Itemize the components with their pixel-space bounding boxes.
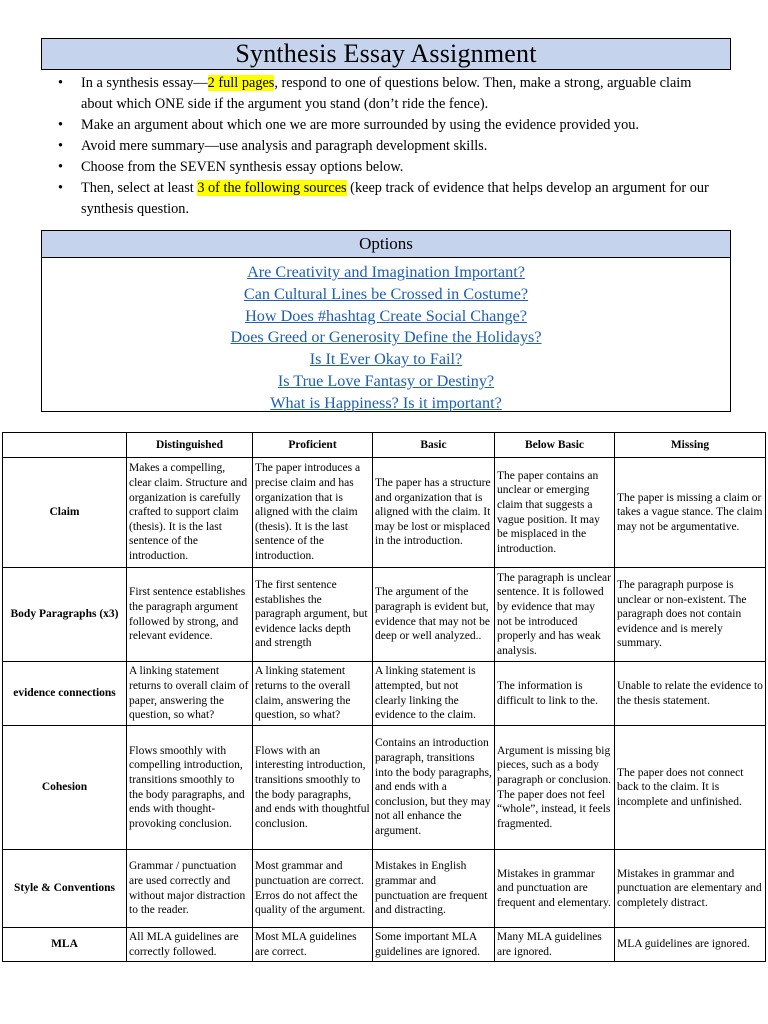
row-label: Style & Conventions (3, 850, 127, 928)
option-link[interactable]: Is It Ever Okay to Fail? (309, 350, 463, 369)
table-cell: Contains an introduction paragraph, transitions into the body paragraphs, and ends with a conclusion, but they may not all enhance the argument. (373, 726, 495, 850)
option-link[interactable]: Can Cultural Lines be Crossed in Costume? (243, 284, 529, 303)
table-cell: Most grammar and punctuation are correct. Erros do not affect the quality of the argument. (253, 850, 373, 928)
options-heading: Options (42, 231, 730, 258)
table-cell: Mistakes in grammar and punctuation are frequent and elementary. (495, 850, 615, 928)
table-row (3, 726, 766, 850)
option-item (42, 284, 730, 306)
table-cell: Flows with an interesting introduction, transitions smoothly to the body paragraphs, and ends with thoughtful conclusion. (253, 726, 373, 850)
instruction-item: • In a synthesis essay—2 full pages, respond to one of questions below. Then, make a strong, arguable claim about which ONE side if the argument you stand (don’t ride the fence). (41, 73, 731, 115)
option-link[interactable]: How Does #hashtag Create Social Change? (245, 306, 527, 325)
row-label: MLA (3, 928, 127, 962)
option-item (42, 306, 730, 328)
table-cell: The paper has a structure and organization that is aligned with the claim. It may be lost or misplaced in the introduction. (373, 458, 495, 568)
header-cell: Missing (615, 433, 766, 458)
table-cell: Many MLA guidelines are ignored. (495, 928, 615, 962)
option-item (42, 349, 730, 371)
table-cell: The paper is missing a claim or takes a vague stance. The claim may not be argumentative. (615, 458, 766, 568)
table-cell: Unable to relate the evidence to the thesis statement. (615, 662, 766, 726)
page-title: Synthesis Essay Assignment (235, 39, 537, 68)
table-cell: The paragraph purpose is unclear or non-existent. The paragraph does not contain evidence and is merely summary. (615, 568, 766, 662)
table-row (3, 928, 766, 962)
instruction-list (41, 73, 731, 220)
highlighted-text: 2 full pages (207, 75, 275, 91)
option-link[interactable]: Does Greed or Generosity Define the Holidays? (230, 328, 542, 347)
table-cell: MLA guidelines are ignored. (615, 928, 766, 962)
table-cell: A linking statement returns to the overall claim, answering the question, so what? (253, 662, 373, 726)
option-link[interactable]: What is Happiness? Is it important? (270, 393, 502, 412)
option-link[interactable]: Is True Love Fantasy or Destiny? (277, 371, 495, 390)
table-cell: Most MLA guidelines are correct. (253, 928, 373, 962)
table-cell: Mistakes in grammar and punctuation are elementary and completely distract. (615, 850, 766, 928)
row-label: Cohesion (3, 726, 127, 850)
row-label: Body Paragraphs (x3) (3, 568, 127, 662)
table-cell: The paper does not connect back to the claim. It is incomplete and unfinished. (615, 726, 766, 850)
header-cell: Basic (373, 433, 495, 458)
table-cell: A linking statement is attempted, but not clearly linking the evidence to the claim. (373, 662, 495, 726)
table-cell: All MLA guidelines are correctly followed. (127, 928, 253, 962)
row-label: evidence connections (3, 662, 127, 726)
rubric-header-row (3, 433, 766, 458)
table-row (3, 568, 766, 662)
table-cell: Mistakes in English grammar and punctuation are frequent and distracting. (373, 850, 495, 928)
table-row (3, 850, 766, 928)
table-cell: The paper introduces a precise claim and has organization that is aligned with the claim (thesis). It is the last sentence of the introduction. (253, 458, 373, 568)
options-box (41, 230, 731, 412)
table-cell: Some important MLA guidelines are ignored. (373, 928, 495, 962)
table-cell: The argument of the paragraph is evident but, evidence that may not be deep or well analyzed.. (373, 568, 495, 662)
table-row (3, 662, 766, 726)
table-cell: The information is difficult to link to the. (495, 662, 615, 726)
row-label: Claim (3, 458, 127, 568)
option-item (42, 327, 730, 349)
option-link[interactable]: Are Creativity and Imagination Important? (247, 263, 525, 281)
table-row (3, 458, 766, 568)
instruction-item: • Avoid mere summary—use analysis and paragraph development skills. (41, 136, 731, 157)
options-list (42, 258, 730, 415)
table-cell: Argument is missing big pieces, such as a body paragraph or conclusion. The paper does not feel “whole”, instead, it feels fragmented. (495, 726, 615, 850)
table-cell: Makes a compelling, clear claim. Structure and organization is carefully crafted to support claim (thesis). It is the last sentence of the introduction. (127, 458, 253, 568)
table-cell: Grammar / punctuation are used correctly and without major distraction to the reader. (127, 850, 253, 928)
table-cell: The paper contains an unclear or emerging claim that suggests a vague position. It may be misplaced in the introduction. (495, 458, 615, 568)
title-banner (41, 38, 731, 70)
option-item (42, 371, 730, 393)
option-item (42, 262, 730, 284)
table-cell: First sentence establishes the paragraph argument followed by strong, and relevant evidence. (127, 568, 253, 662)
option-item (42, 393, 730, 415)
instruction-item: • Then, select at least 3 of the following sources (keep track of evidence that helps develop an argument for our synthesis question. (41, 178, 731, 220)
instruction-item: • Make an argument about which one we are more surrounded by using the evidence provided you. (41, 115, 731, 136)
table-cell: The first sentence establishes the paragraph argument, but evidence lacks depth and strength (253, 568, 373, 662)
rubric-table (2, 432, 766, 962)
header-cell: Proficient (253, 433, 373, 458)
table-cell: Flows smoothly with compelling introduction, transitions smoothly to the body paragraphs, and ends with thought-provoking conclusion. (127, 726, 253, 850)
header-cell (3, 433, 127, 458)
header-cell: Below Basic (495, 433, 615, 458)
table-cell: The paragraph is unclear sentence. It is followed by evidence that may not be introduced properly and has weak analysis. (495, 568, 615, 662)
header-cell: Distinguished (127, 433, 253, 458)
table-cell: A linking statement returns to overall claim of paper, answering the question, so what? (127, 662, 253, 726)
instruction-item: • Choose from the SEVEN synthesis essay options below. (41, 157, 731, 178)
highlighted-text: 3 of the following sources (197, 180, 347, 196)
